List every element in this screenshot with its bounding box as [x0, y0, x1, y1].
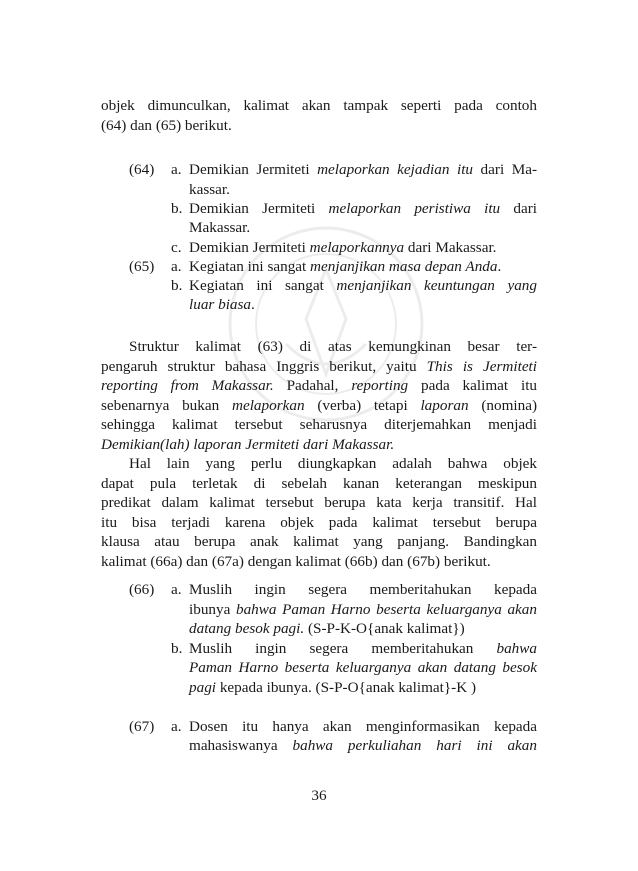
example-letter: a.	[171, 258, 182, 275]
struktur-line-4: sebenarnya bukan melaporkan (verba) tetapi laporan (nomina)	[101, 397, 538, 414]
example-65b-line-2: luar biasa.	[189, 296, 255, 313]
intro-line-1: objek dimunculkan, kalimat akan tampak seperti pada contoh	[101, 97, 537, 114]
example-number-64: (64)	[129, 161, 155, 178]
page-number: 36	[311, 787, 327, 804]
example-number-66: (66)	[129, 581, 155, 598]
example-letter: b.	[171, 277, 183, 294]
example-64b-line-1: Demikian Jermiteti melaporkan peristiwa itu dari	[189, 200, 537, 217]
example-64c: Demikian Jermiteti melaporkannya dari Makassar.	[189, 239, 497, 256]
example-letter: a.	[171, 161, 182, 178]
struktur-line-3: reporting from Makassar. Padahal, reporting pada kalimat itu	[101, 377, 538, 394]
example-66a-line-1: Muslih ingin segera memberitahukan kepada	[189, 581, 537, 598]
example-number-67: (67)	[129, 718, 155, 735]
example-67a-line-1: Dosen itu hanya akan menginformasikan kepada	[189, 718, 537, 735]
intro-line-2: (64) dan (65) berikut.	[101, 117, 232, 134]
hal-line-3: predikat dalam kalimat tersebut berupa kata kerja transitif. Hal	[101, 494, 537, 511]
hal-line-1: Hal lain yang perlu diungkapkan adalah bahwa objek	[129, 455, 537, 472]
example-letter: b.	[171, 200, 183, 217]
example-65a: Kegiatan ini sangat menjanjikan masa depan Anda.	[189, 258, 502, 275]
hal-line-4: itu bisa terjadi karena objek pada kalimat tersebut berupa	[101, 514, 537, 531]
hal-line-2: dapat pula terletak di sebelah kanan keterangan meskipun	[101, 475, 537, 492]
hal-line-6: kalimat (66a) dan (67a) dengan kalimat (66b) dan (67b) berikut.	[101, 553, 491, 570]
struktur-line-5: sehingga kalimat tersebut seharusnya diterjemahkan menjadi	[101, 416, 537, 433]
struktur-line-6: Demikian(lah) laporan Jermiteti dari Makassar.	[101, 436, 395, 453]
example-letter: c.	[171, 239, 182, 256]
example-letter: a.	[171, 718, 182, 735]
example-64b-line-2: Makassar.	[189, 219, 251, 236]
example-66a-line-3: datang besok pagi. (S-P-K-O{anak kalimat})	[189, 620, 465, 637]
example-letter: a.	[171, 581, 182, 598]
hal-line-5: klausa atau berupa anak kalimat yang panjang. Bandingkan	[101, 533, 537, 550]
example-67a-line-2: mahasiswanya bahwa perkuliahan hari ini akan	[189, 737, 537, 754]
example-64a-line-1: Demikian Jermiteti melaporkan kejadian itu dari Ma-	[189, 161, 537, 178]
example-64a-line-2: kassar.	[189, 181, 230, 198]
example-66b-line-2: Paman Harno beserta keluarganya akan datang besok	[189, 659, 537, 676]
example-66a-line-2: ibunya bahwa Paman Harno beserta keluarganya akan	[189, 601, 537, 618]
struktur-line-1: Struktur kalimat (63) di atas kemungkinan besar ter-	[129, 338, 537, 355]
struktur-line-2: pengaruh struktur bahasa Inggris berikut, yaitu This is Jermiteti	[101, 358, 537, 375]
example-66b-line-1: Muslih ingin segera memberitahukan bahwa	[189, 640, 537, 657]
example-65b-line-1: Kegiatan ini sangat menjanjikan keuntungan yang	[189, 277, 537, 294]
example-number-65: (65)	[129, 258, 155, 275]
example-letter: b.	[171, 640, 183, 657]
example-66b-line-3: pagi kepada ibunya. (S-P-O{anak kalimat}-K )	[189, 679, 477, 696]
